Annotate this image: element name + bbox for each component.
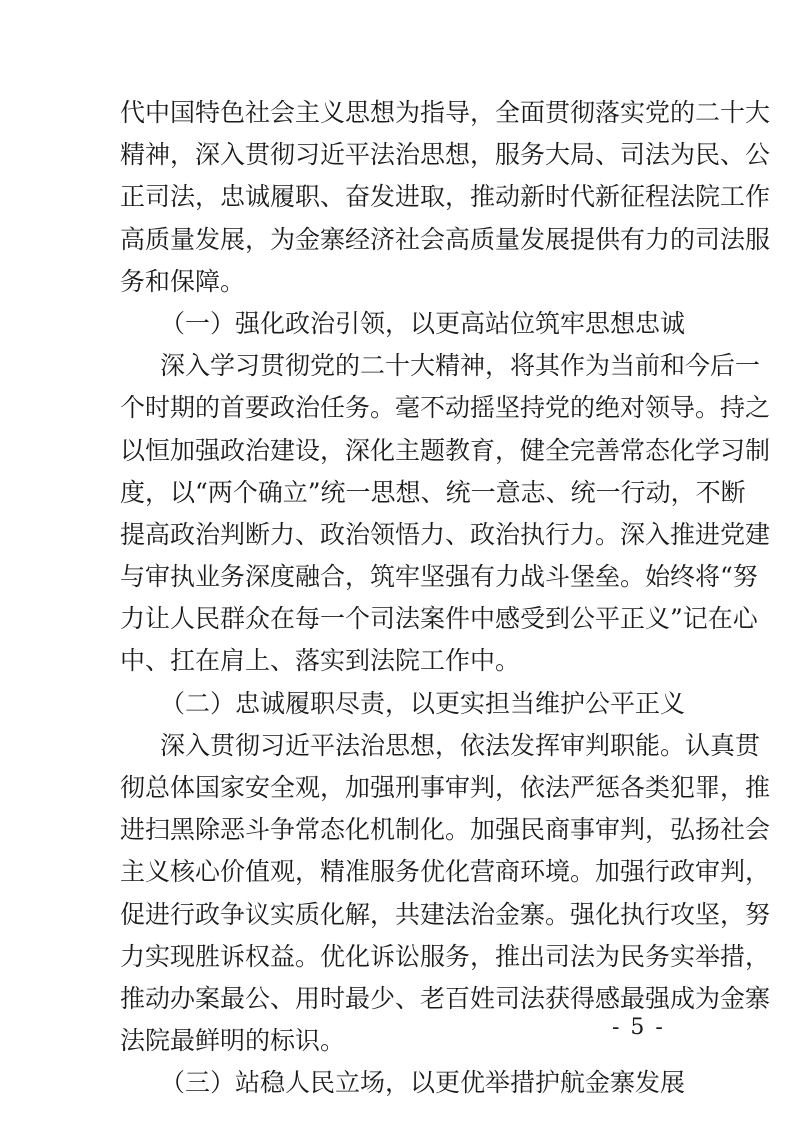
body-line: 法院最鲜明的标识。 <box>120 1026 346 1056</box>
page-number: - 5 - <box>612 1015 665 1040</box>
body-line: 中、扛在肩上、落实到法院工作中。 <box>120 646 521 676</box>
document-body <box>120 92 771 1105</box>
body-line: 以恒加强政治建设，深化主题教育，健全完善常态化学习制 <box>120 435 771 465</box>
body-line: 彻总体国家安全观，加强刑事审判，依法严惩各类犯罪，推 <box>120 773 771 802</box>
body-line: 深入学习贯彻党的二十大精神，将其作为当前和今后一 <box>160 351 761 381</box>
body-line: 推动办案最公、用时最少、老百姓司法获得感最强成为金寨 <box>120 983 771 1013</box>
body-line: 提高政治判断力、政治领悟力、政治执行力。深入推进党建 <box>120 519 771 549</box>
body-line: 高质量发展，为金寨经济社会高质量发展提供有力的司法服 <box>120 224 771 254</box>
body-line: 务和保障。 <box>120 266 246 296</box>
body-line: 与审执业务深度融合，筑牢坚强有力战斗堡垒。始终将“努 <box>120 562 758 592</box>
body-line: 深入贯彻习近平法治思想，依法发挥审判职能。认真贯 <box>160 730 761 760</box>
body-line: 促进行政争议实质化解，共建法治金寨。强化执行攻坚，努 <box>120 899 771 929</box>
body-line: 个时期的首要政治任务。毫不动摇坚持党的绝对领导。持之 <box>120 393 771 423</box>
body-line: 精神，深入贯彻习近平法治思想，服务大局、司法为民、公 <box>120 140 771 170</box>
section-heading-3: （三）站稳人民立场，以更优举措护航金寨发展 <box>160 1068 686 1098</box>
body-line: 主义核心价值观，精准服务优化营商环境。加强行政审判， <box>120 857 771 887</box>
body-line: 正司法，忠诚履职、奋发进取，推动新时代新征程法院工作 <box>120 182 771 212</box>
body-line: 力让人民群众在每一个司法案件中感受到公平正义”记在心 <box>120 604 758 634</box>
section-heading-1: （一）强化政治引领，以更高站位筑牢思想忠诚 <box>160 308 686 338</box>
body-line: 代中国特色社会主义思想为指导，全面贯彻落实党的二十大 <box>120 98 771 127</box>
body-line: 进扫黑除恶斗争常态化机制化。加强民商事审判，弘扬社会 <box>120 815 771 845</box>
body-line: 度，以“两个确立”统一思想、统一意志、统一行动，不断 <box>120 477 746 507</box>
body-line: 力实现胜诉权益。优化诉讼服务，推出司法为民务实举措， <box>120 941 771 971</box>
section-heading-2: （二）忠诚履职尽责，以更实担当维护公平正义 <box>160 688 686 718</box>
